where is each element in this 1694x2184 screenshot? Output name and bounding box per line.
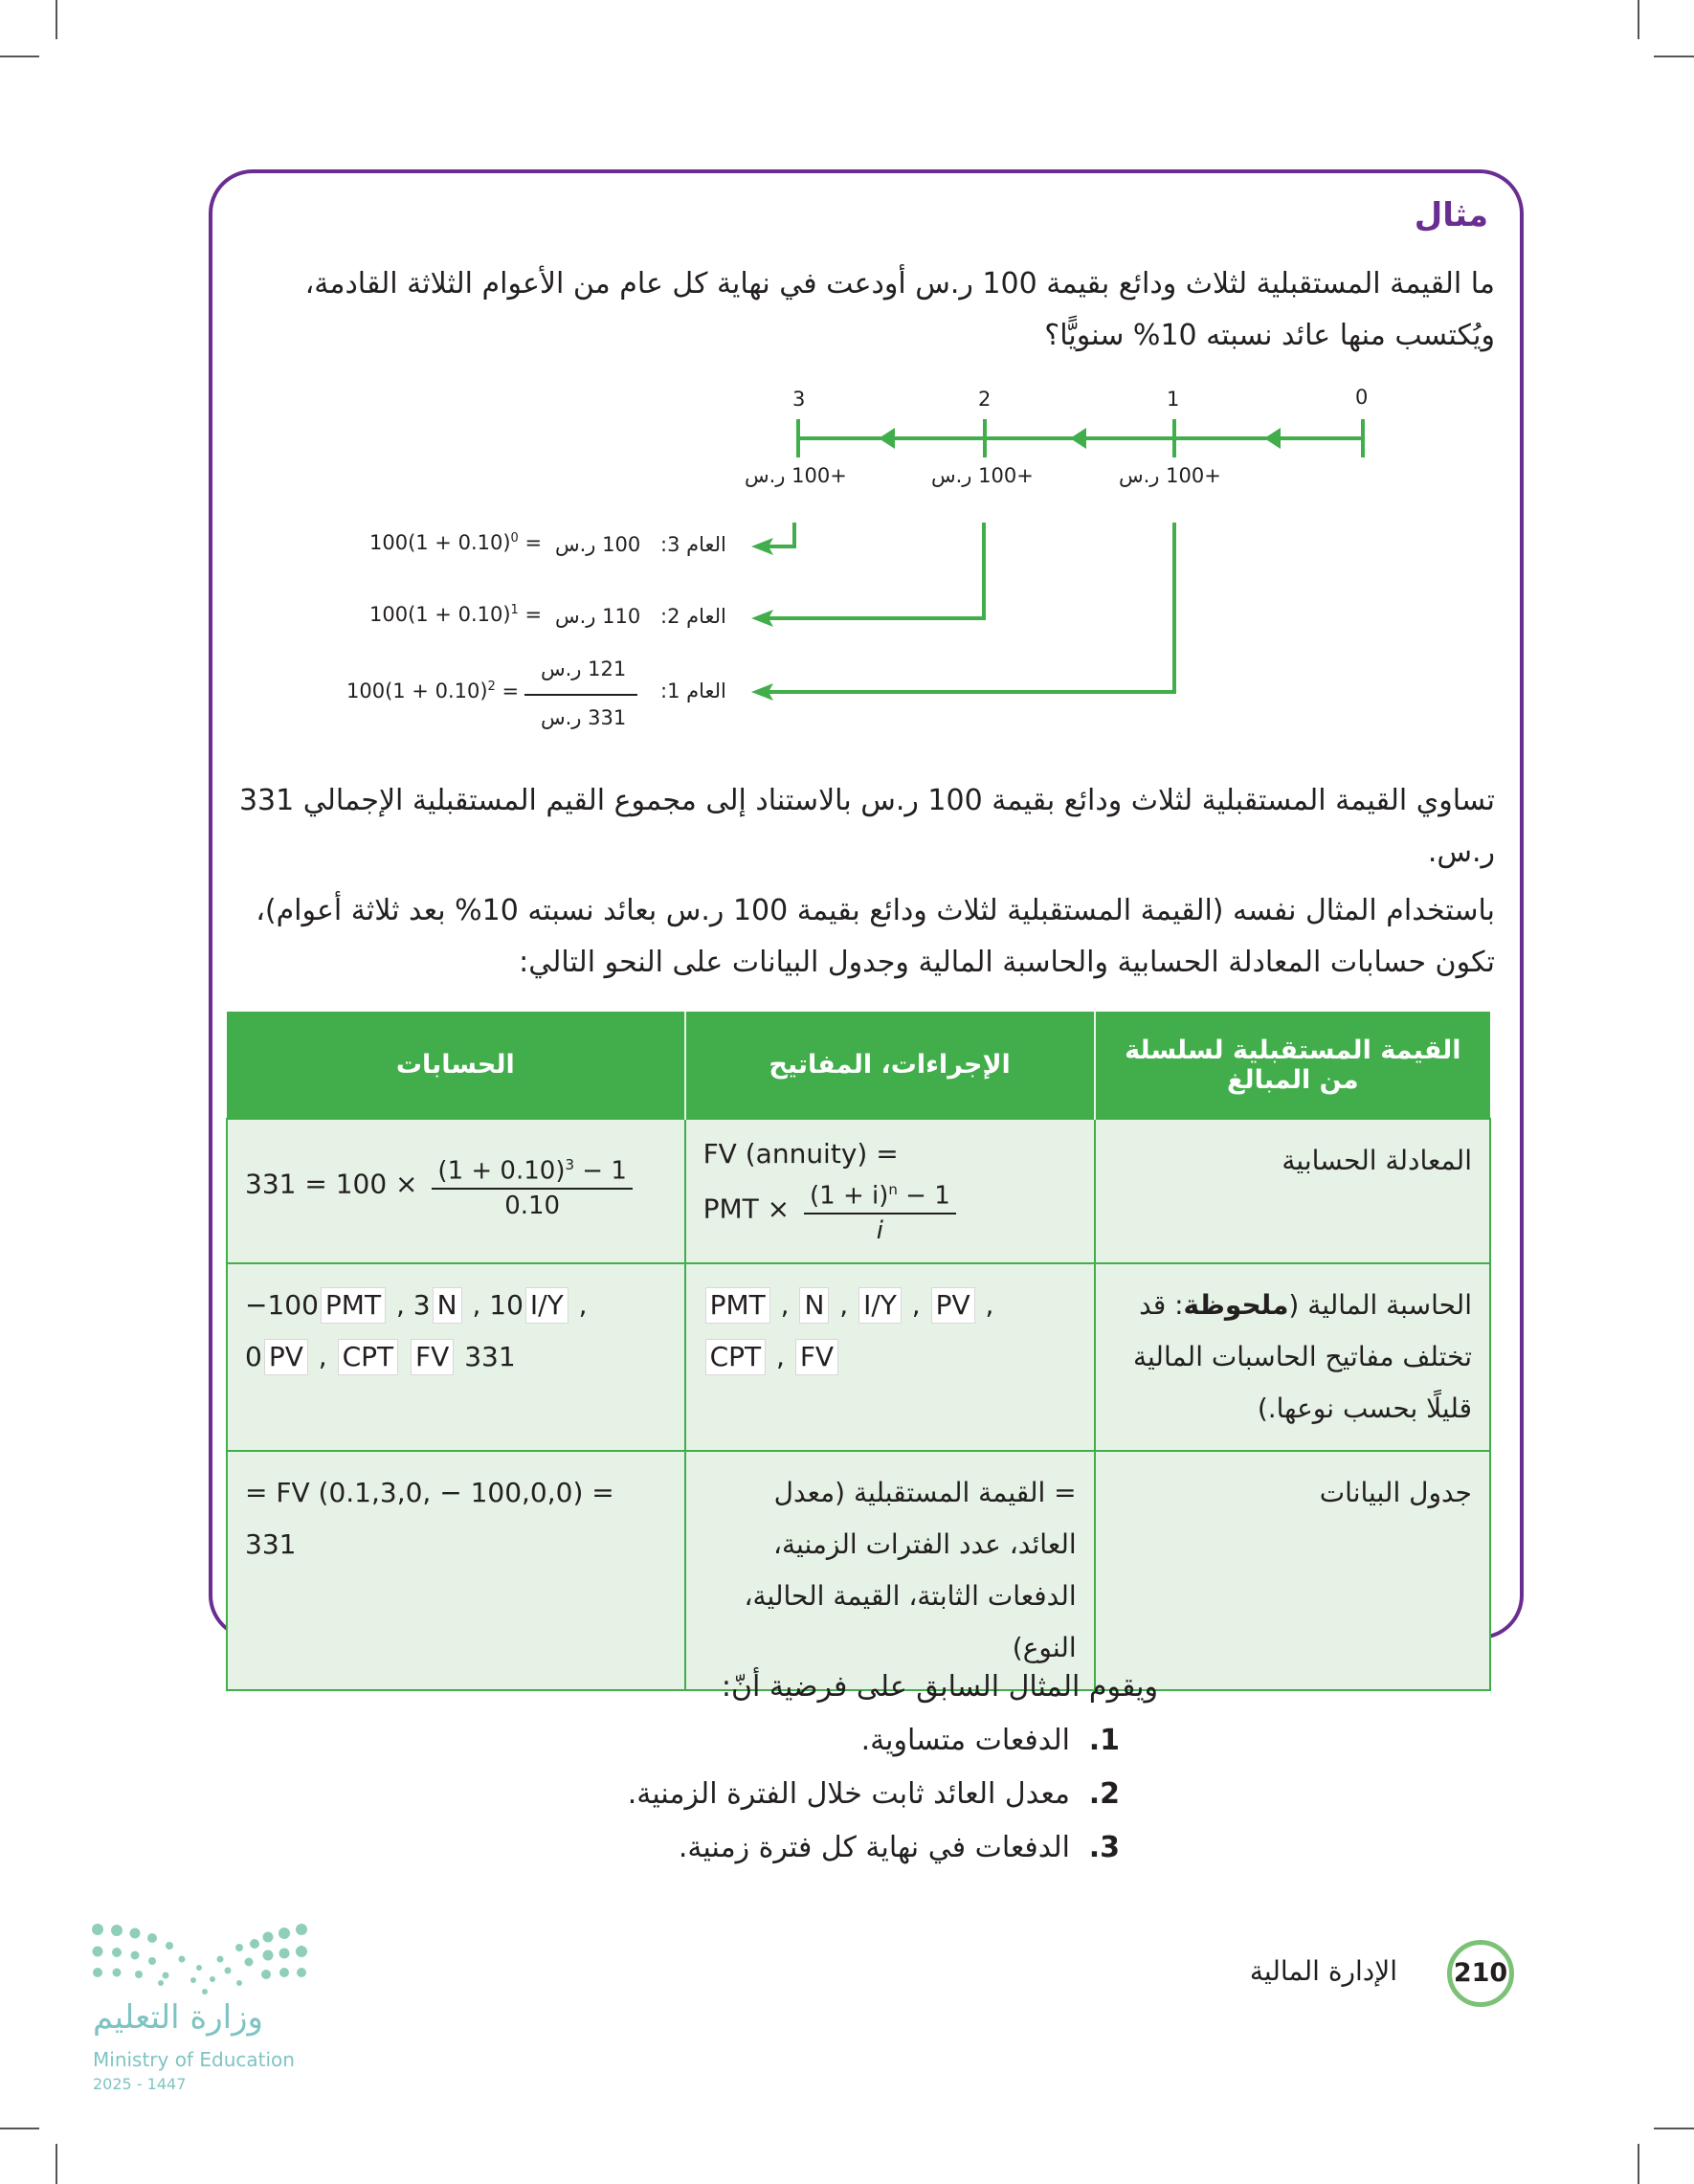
header-calculations: الحسابات: [227, 1012, 685, 1119]
total-value: 331 ر.س: [541, 706, 627, 729]
table-row: [227, 1263, 1490, 1451]
list-item: 3.الدفعات في نهاية كل فترة زمنية.: [678, 1831, 1120, 1864]
assumptions: [628, 1660, 1158, 1875]
crop-mark: [0, 2128, 39, 2129]
year-formula: $100(1 + 0.10)^2$ =: [346, 680, 520, 702]
period-label-0: 0: [1355, 386, 1369, 409]
year-label: العام 1:: [660, 680, 726, 702]
header-procedures: الإجراءات، المفاتيح: [685, 1012, 1095, 1119]
calculation-cell: −100 PMT , 3 N , 10 I/Y , 0 PV , CPT FV 331: [227, 1263, 685, 1451]
year-value: 121 ر.س: [541, 657, 627, 680]
crop-mark: [56, 2144, 57, 2184]
logo-year: 2025 - 1447: [93, 2075, 187, 2093]
crop-mark: [1654, 2128, 1694, 2129]
fraction: $\frac{(1 + i)^n - 1}{i}$: [804, 1173, 956, 1247]
crop-mark: [1654, 56, 1694, 57]
crop-mark: [1638, 0, 1639, 39]
calc-key: PV: [264, 1339, 308, 1375]
fv-annuity-table: [226, 1012, 1491, 1691]
calc-key: PMT: [321, 1287, 386, 1324]
example-question: ما القيمة المستقبلية لثلاث ودائع بقيمة 100 ر.س أودعت في نهاية كل عام من الأعوام الثلاثة القادمة، ويُكتسب منها عائد نسبته 10% سنويًّا؟: [304, 267, 1495, 352]
calc-key: N: [433, 1287, 462, 1324]
deposit-label: +100 ر.س: [745, 464, 847, 487]
period-label-1: 1: [1167, 388, 1180, 411]
period-label-2: 2: [978, 388, 992, 411]
calc-key: N: [799, 1287, 829, 1324]
calc-key: PMT: [705, 1287, 770, 1324]
intro-paragraph: باستخدام المثال نفسه (القيمة المستقبلية لثلاث ودائع بقيمة 100 ر.س بعائد نسبته 10% بعد ثلاثة أعوام)، تكون حسابات المعادلة الحسابية والحاسبة المالية وجدول البيانات على النحو التالي:: [256, 894, 1495, 979]
year-label: العام 3:: [660, 533, 726, 556]
header-fv-series: القيمة المستقبلية لسلسلة من المبالغ: [1095, 1012, 1490, 1119]
calc-key: FV: [411, 1339, 454, 1375]
table-header-row: [227, 1012, 1490, 1119]
year-value: 100 ر.س: [555, 533, 641, 556]
logo-english-text: Ministry of Education: [93, 2048, 295, 2071]
calculation-cell: = FV (0.1,3,0, − 100,0,0) = 331: [227, 1451, 685, 1690]
period-label-3: 3: [792, 388, 806, 411]
sum-line: [524, 694, 637, 696]
year-formula: $100(1 + 0.10)^1$ =: [369, 603, 543, 626]
calc-key: I/Y: [525, 1287, 568, 1324]
example-title: مثال: [1414, 196, 1488, 234]
list-item: 1.الدفعات متساوية.: [860, 1724, 1120, 1757]
assumptions-intro: ويقوم المثال السابق على فرضية أنّ:: [721, 1670, 1158, 1704]
procedure-cell: = القيمة المستقبلية (معدل العائد، عدد الفترات الزمنية، الدفعات الثابتة، القيمة الحالية، النوع): [685, 1451, 1095, 1690]
table-row: [227, 1451, 1490, 1690]
calc-key: I/Y: [858, 1287, 902, 1324]
page-number: 210: [1447, 1940, 1514, 2007]
deposit-label: +100 ر.س: [931, 464, 1034, 487]
crop-mark: [0, 56, 39, 57]
deposit-label: +100 ر.س: [1119, 464, 1221, 487]
year-label: العام 2:: [660, 605, 726, 628]
logo-arabic-text: وزارة التعليم: [93, 1998, 263, 2037]
table-row: [227, 1119, 1490, 1263]
row-label: المعادلة الحسابية: [1095, 1119, 1490, 1263]
chapter-title: الإدارة المالية: [1249, 1955, 1397, 1987]
crop-mark: [1638, 2144, 1639, 2184]
procedure-cell: PMT , N , I/Y , PV , CPT , FV: [685, 1263, 1095, 1451]
calculation-cell: 331 = 100 × $\frac{(1 + 0.10)^3 - 1}{0.10}$: [227, 1119, 685, 1263]
calc-key: PV: [931, 1287, 975, 1324]
procedure-cell: FV (annuity) = PMT × $\frac{(1 + i)^n - 1}{i}$: [685, 1119, 1095, 1263]
year-value: 110 ر.س: [555, 605, 641, 628]
calc-key: FV: [795, 1339, 838, 1375]
crop-mark: [56, 0, 57, 39]
year-formula: $100(1 + 0.10)^0$ =: [369, 531, 543, 554]
calc-key: CPT: [705, 1339, 767, 1375]
calc-key: CPT: [338, 1339, 399, 1375]
summary-paragraph: تساوي القيمة المستقبلية لثلاث ودائع بقيمة 100 ر.س بالاستناد إلى مجموع القيم المستقبلية الإجمالي 331 ر.س.: [238, 784, 1495, 869]
fraction: $\frac{(1 + 0.10)^3 - 1}{0.10}$: [432, 1148, 632, 1222]
row-label: الحاسبة المالية (ملحوظة: قد تختلف مفاتيح الحاسبات المالية قليلًا بحسب نوعها.): [1095, 1263, 1490, 1451]
row-label: جدول البيانات: [1095, 1451, 1490, 1690]
list-item: 2.معدل العائد ثابت خلال الفترة الزمنية.: [627, 1777, 1120, 1811]
